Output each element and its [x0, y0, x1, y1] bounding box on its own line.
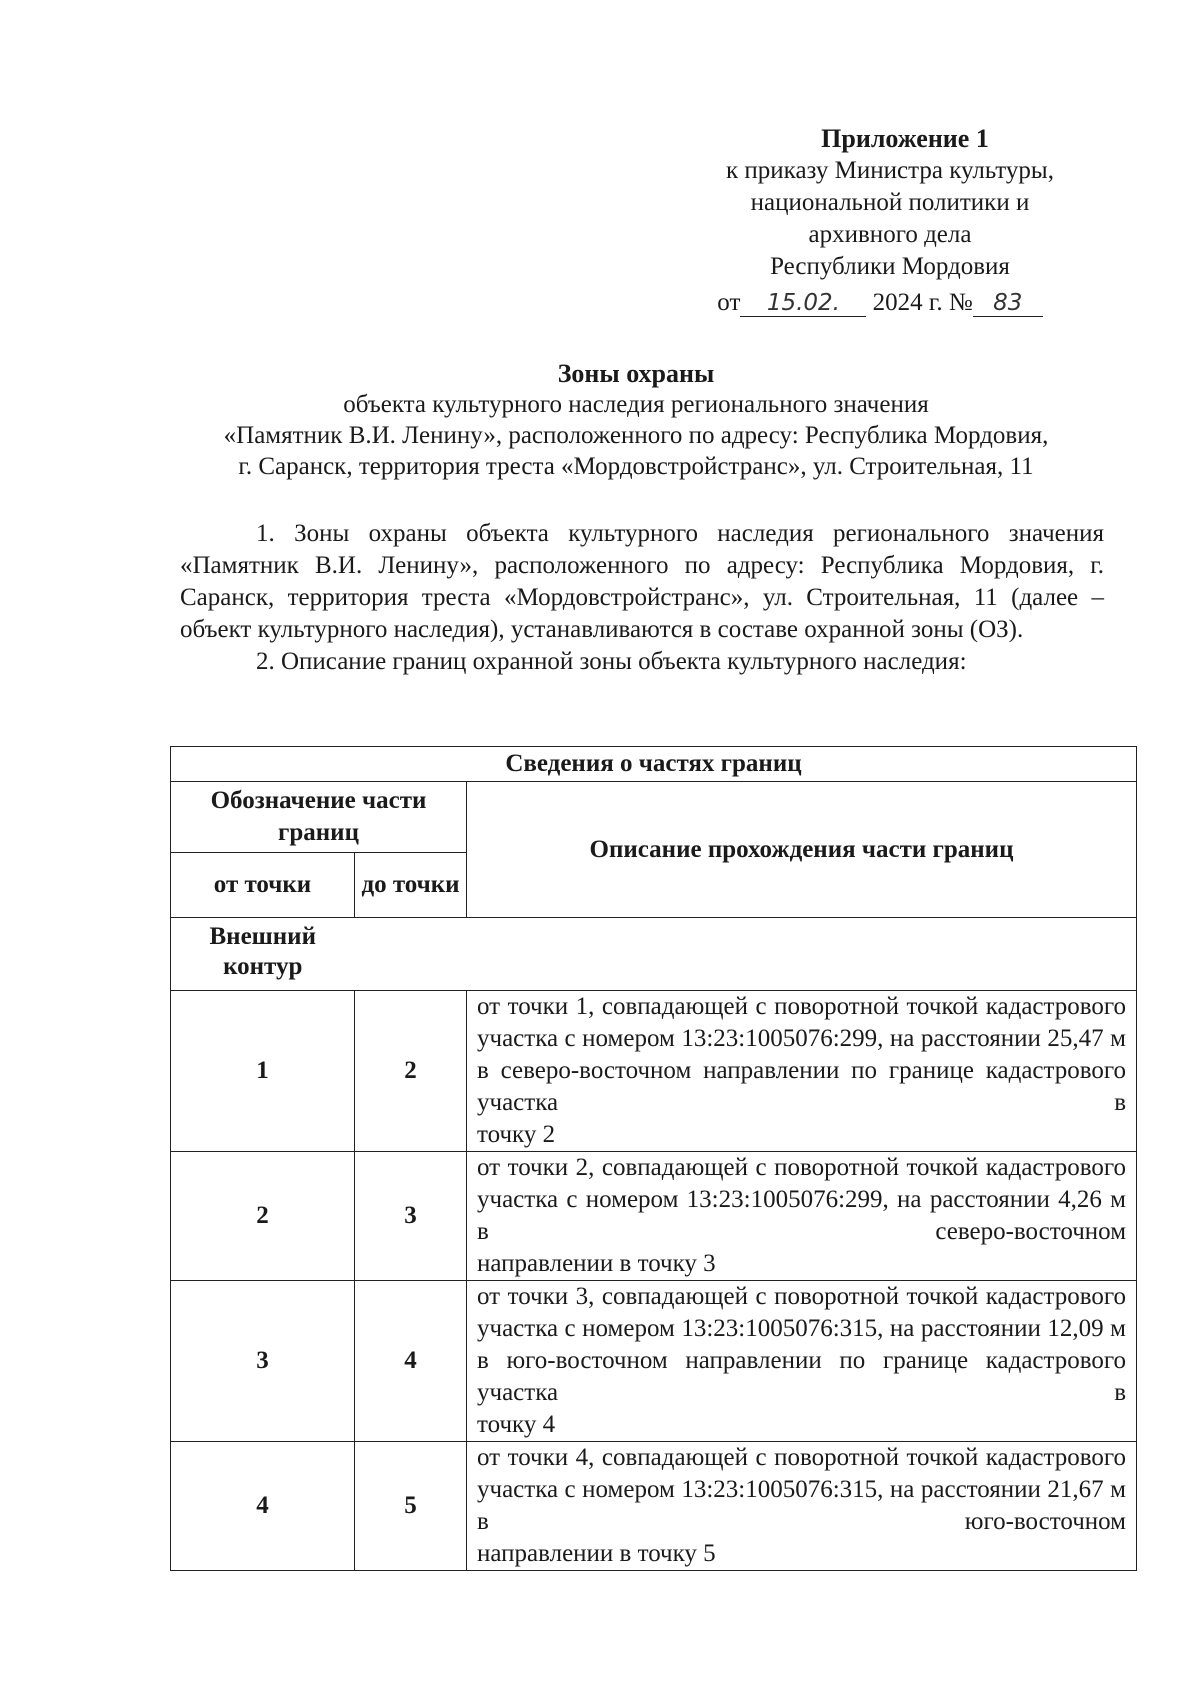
to-point-header: до точки [355, 853, 467, 918]
contour-spacer [355, 918, 1137, 991]
contour-row [171, 918, 1137, 991]
table-row [171, 991, 1137, 1152]
to-point-cell: 4 [355, 1281, 467, 1442]
table-caption: Сведения о частях границ [171, 747, 1137, 782]
to-point-cell: 2 [355, 991, 467, 1152]
from-point-cell: 1 [171, 991, 355, 1152]
description-text-end: направлении в точку 3 [477, 1250, 716, 1277]
order-year-label: 2024 г. № [872, 289, 973, 316]
body-text [180, 518, 1104, 678]
from-point-cell: 4 [171, 1442, 355, 1571]
date-prefix: от [717, 289, 741, 316]
from-point-cell: 2 [171, 1152, 355, 1281]
from-point-header: от точки [171, 853, 355, 918]
appendix-line: национальной политики и [750, 189, 1030, 216]
description-text: от точки 3, совпадающей с поворотной точкой кадастрового участка с номером 13:23:1005076:315, на расстоянии 12,09 м в юго-восточном направлении по границе кадастрового участка в [477, 1283, 1127, 1406]
paragraph-2: 2. Описание границ охранной зоны объекта культурного наследия: [256, 648, 967, 675]
paragraph-1: 1. Зоны охраны объекта культурного наследия регионального значения «Памятник В.И. Ленину», расположенного по адресу: Республика Мордовия, г. Саранск, территория треста «Мордовстройстранс», ул. Строительная, 11 (далее – объект культурного наследия), устанавливаются в составе охранной зоны (ОЗ). [180, 520, 1104, 643]
to-point-cell: 5 [355, 1442, 467, 1571]
document-subtitle-line: объекта культурного наследия регионального значения [343, 391, 929, 418]
description-cell [467, 1442, 1137, 1571]
designation-header: Обозначение части границ [171, 782, 467, 853]
boundary-parts-table [170, 746, 1137, 1571]
handwritten-order-number: 83 [973, 290, 1043, 317]
appendix-header [700, 123, 1080, 319]
order-date-line [690, 287, 1070, 319]
description-text-end: точку 4 [477, 1411, 556, 1438]
outer-contour-label: Внешний контур [171, 918, 355, 991]
appendix-line: Республики Мордовия [770, 253, 1010, 280]
description-text: от точки 2, совпадающей с поворотной точкой кадастрового участка с номером 13:23:1005076:299, на расстоянии 4,26 м в северо-восточном [477, 1154, 1127, 1245]
description-text: от точки 1, совпадающей с поворотной точкой кадастрового участка с номером 13:23:1005076:299, на расстоянии 25,47 м в северо-восточном направлении по границе кадастрового участка в [477, 993, 1127, 1116]
description-text-end: направлении в точку 5 [477, 1540, 716, 1567]
table-row [171, 1281, 1137, 1442]
document-heading: Зоны охраны [557, 359, 715, 388]
table-row [171, 1152, 1137, 1281]
description-cell [467, 991, 1137, 1152]
handwritten-date: 15.02. [740, 290, 866, 317]
appendix-title: Приложение 1 [821, 124, 989, 153]
description-cell [467, 1152, 1137, 1281]
description-text-end: точку 2 [477, 1121, 556, 1148]
description-text: от точки 4, совпадающей с поворотной точкой кадастрового участка с номером 13:23:1005076:315, на расстоянии 21,67 м в юго-восточном [477, 1444, 1127, 1535]
description-cell [467, 1281, 1137, 1442]
from-point-cell: 3 [171, 1281, 355, 1442]
appendix-line: архивного дела [808, 221, 972, 248]
table-row [171, 1442, 1137, 1571]
to-point-cell: 3 [355, 1152, 467, 1281]
document-title [170, 358, 1102, 482]
description-header: Описание прохождения части границ [467, 782, 1137, 918]
document-subtitle-line: г. Саранск, территория треста «Мордовстройстранс», ул. Строительная, 11 [238, 453, 1034, 480]
appendix-line: к приказу Министра культуры, [726, 157, 1054, 184]
document-subtitle-line: «Памятник В.И. Ленину», расположенного по адресу: Республика Мордовия, [223, 422, 1049, 449]
